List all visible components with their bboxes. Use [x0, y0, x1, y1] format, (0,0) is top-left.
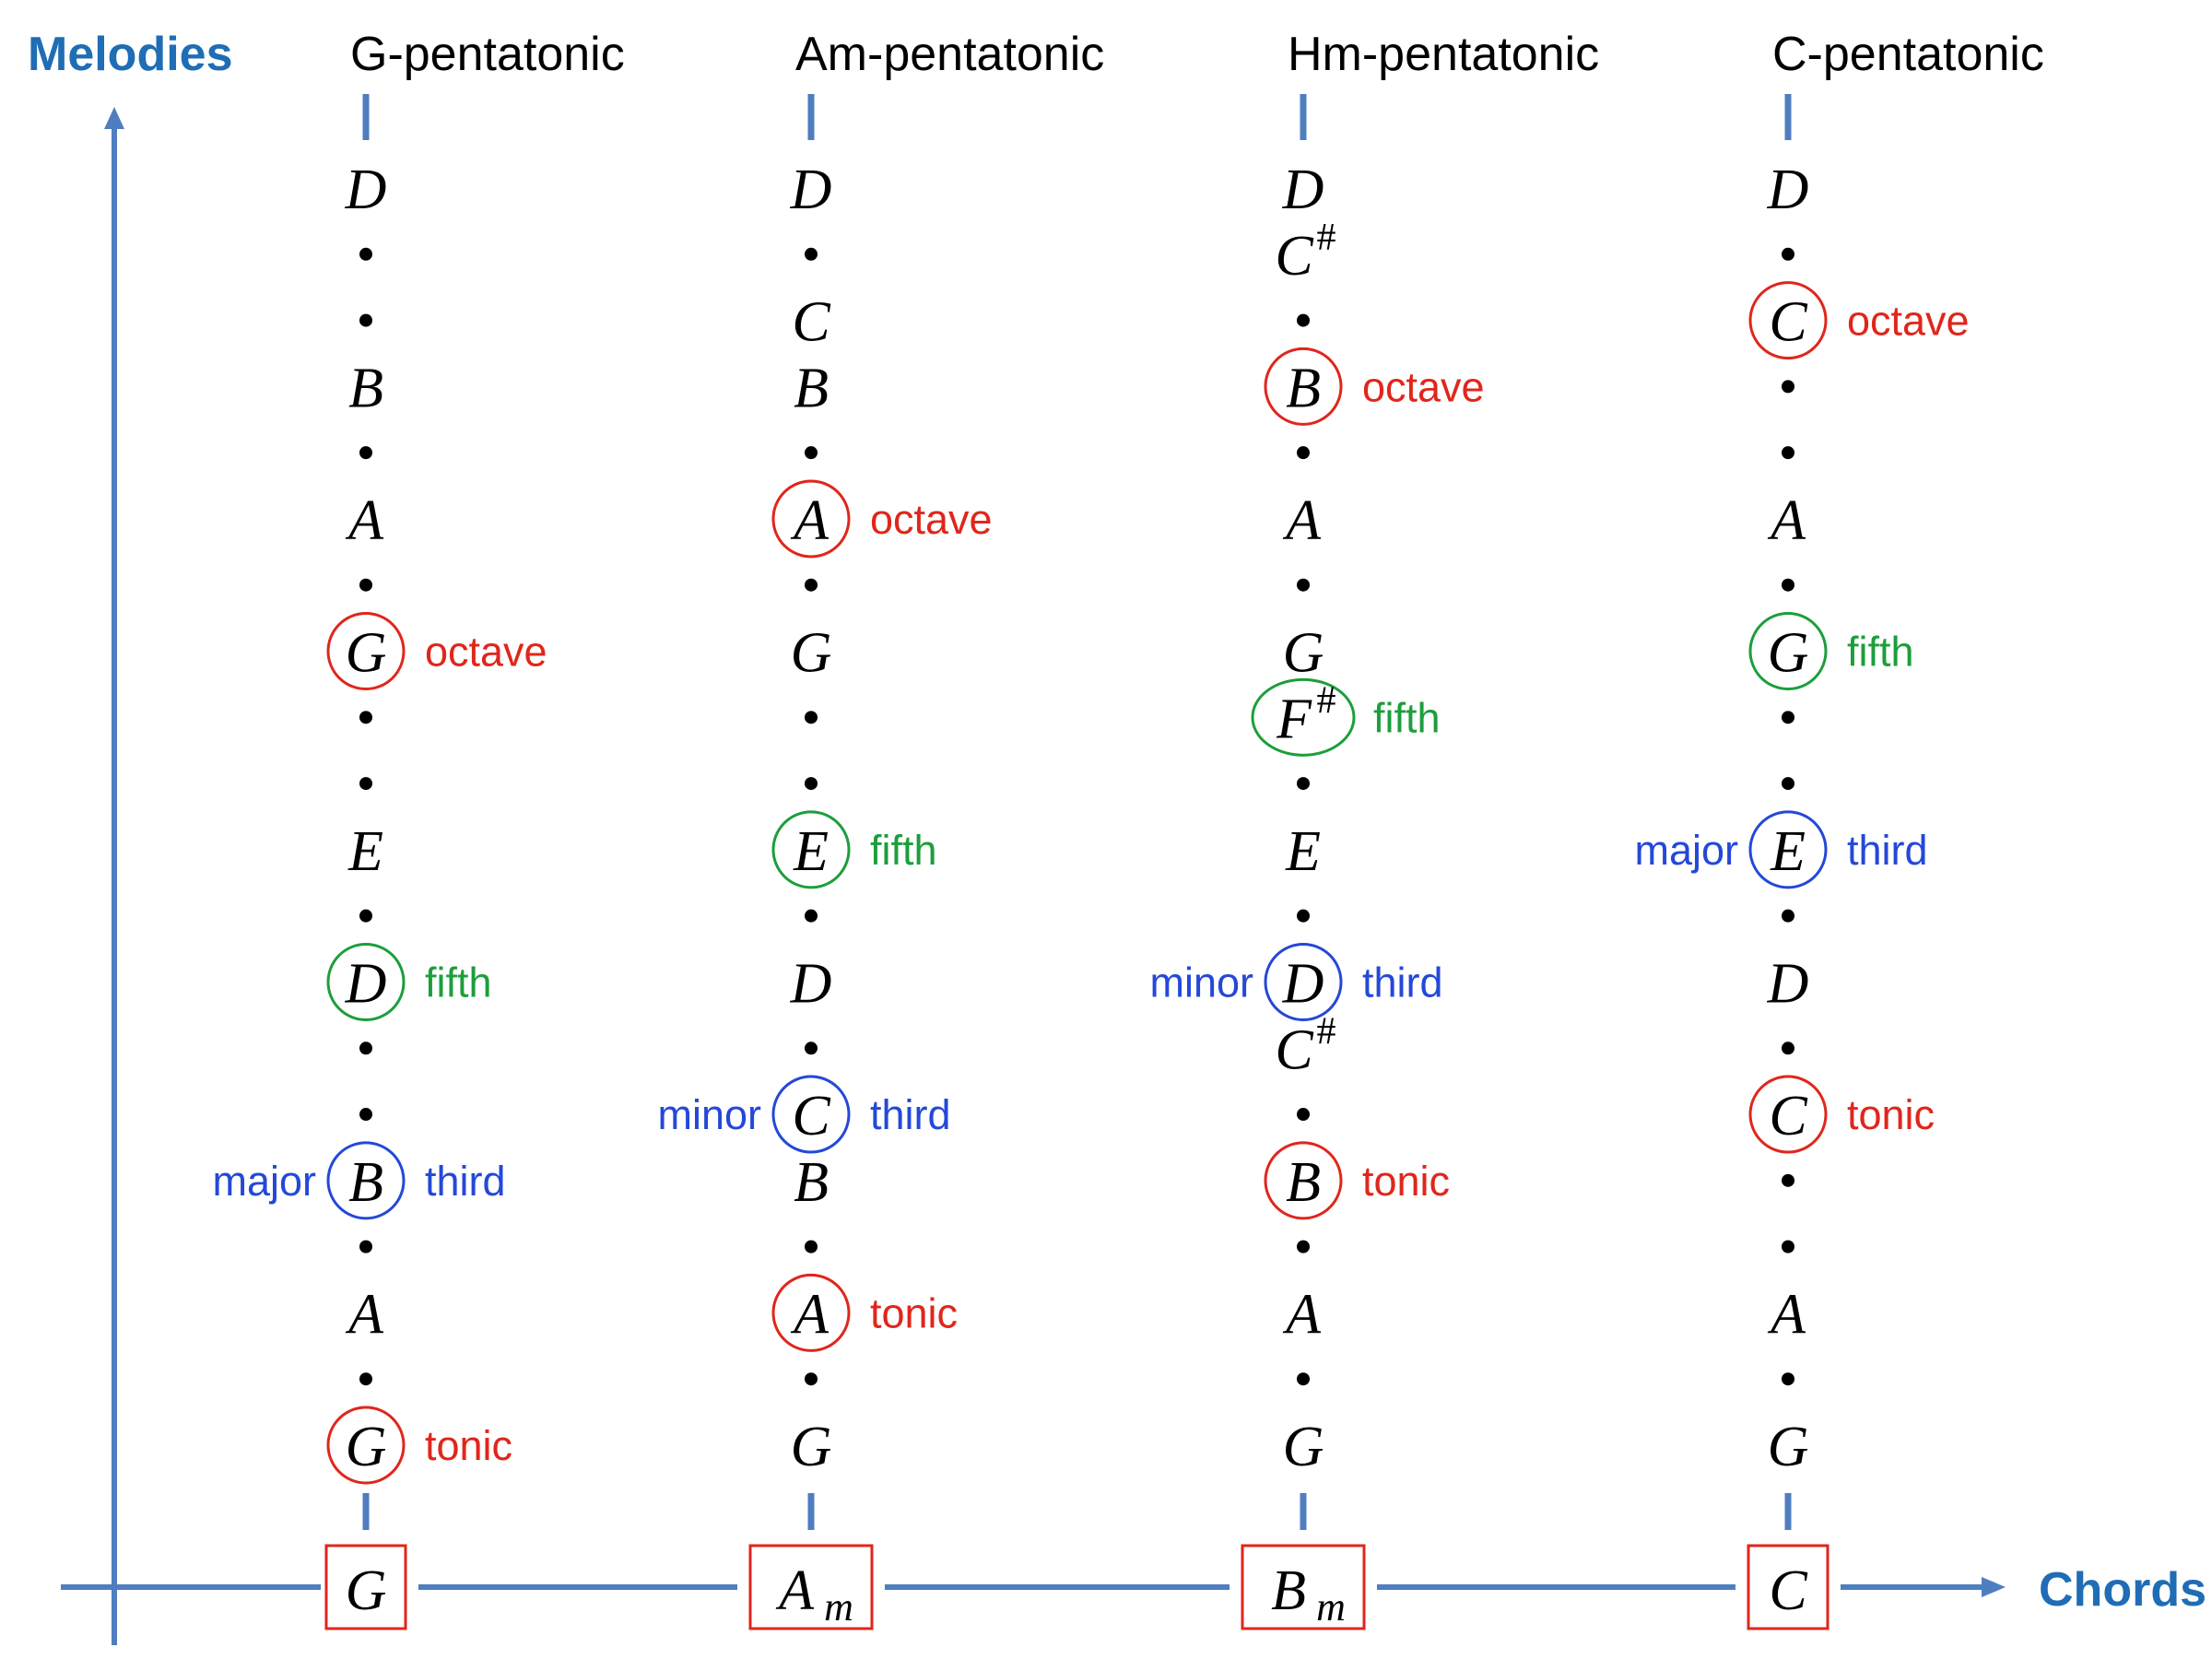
step-dot [359, 1241, 372, 1253]
step-dot [1782, 711, 1794, 724]
sharp-sign: # [1316, 216, 1336, 259]
scale-note [1767, 489, 1806, 552]
note-letter: D [1282, 952, 1324, 1016]
note-letter: B [348, 1150, 383, 1214]
scale-note [1275, 1010, 1335, 1081]
note-letter: A [348, 488, 383, 552]
scale-note [1767, 159, 1809, 221]
note-letter: G [1767, 1416, 1809, 1478]
note-letter: E [1771, 819, 1806, 883]
note-letter: C [1275, 224, 1313, 288]
interval-label: third [1362, 959, 1443, 1006]
scale-column [1149, 28, 1599, 1630]
interval-label: fifth [870, 826, 937, 874]
note-letter: D [345, 159, 387, 221]
note-letter: A [1286, 488, 1321, 552]
chord-letter: B [1271, 1559, 1306, 1622]
note-letter: A [794, 488, 829, 552]
scale-note [1285, 820, 1321, 883]
step-dot [805, 1041, 818, 1054]
note-letter: A [1286, 1283, 1321, 1347]
note-letter: E [348, 819, 383, 883]
step-dot [1297, 777, 1310, 790]
note-letter: G [345, 621, 387, 685]
step-dot [1782, 910, 1794, 923]
scale-note [794, 357, 829, 419]
step-dot [805, 711, 818, 724]
note-letter: C [792, 1085, 830, 1148]
interval-quality-label: minor [1149, 959, 1253, 1006]
step-dot [359, 777, 372, 790]
x-axis-arrowhead [1982, 1577, 2006, 1597]
sharp-sign: # [1316, 679, 1336, 723]
note-letter: C [1769, 290, 1807, 354]
interval-label: octave [1847, 297, 1970, 345]
step-dot [1782, 446, 1794, 459]
scale-note [345, 159, 387, 221]
scale-note [773, 812, 937, 888]
step-dot [1297, 1108, 1310, 1121]
scale-column [1634, 28, 2043, 1629]
note-letter: B [794, 357, 829, 420]
step-dot [805, 1372, 818, 1385]
scale-note [1750, 614, 1914, 689]
scale-title: Hm-pentatonic [1288, 28, 1600, 81]
step-dot [1297, 579, 1310, 592]
note-letter: B [1286, 1150, 1321, 1214]
interval-label: third [425, 1157, 506, 1205]
scale-note [1282, 159, 1324, 221]
scale-columns [212, 28, 2043, 1630]
scale-note [1149, 944, 1442, 1019]
step-dot [359, 711, 372, 724]
scale-title: Am-pentatonic [795, 28, 1105, 81]
note-letter: G [790, 621, 832, 685]
scale-note [1283, 622, 1324, 685]
step-dot [1782, 1174, 1794, 1187]
note-letter: A [1771, 488, 1806, 552]
scale-note [1283, 1416, 1324, 1478]
chord-box [750, 1546, 872, 1630]
note-letter: G [1282, 621, 1324, 685]
scale-note [790, 159, 832, 221]
step-dot [359, 910, 372, 923]
scale-note [1265, 348, 1485, 424]
scale-title: C-pentatonic [1772, 28, 2044, 81]
step-dot [359, 248, 372, 261]
scale-note [794, 1151, 829, 1214]
chord-box [326, 1546, 406, 1629]
scale-note [345, 489, 384, 552]
step-dot [1782, 1241, 1794, 1253]
step-dot [1297, 1241, 1310, 1253]
interval-label: third [1847, 826, 1928, 874]
scale-note [773, 1275, 958, 1350]
note-letter: C [1275, 1018, 1313, 1082]
chord-letter: C [1769, 1559, 1807, 1622]
step-dot [805, 910, 818, 923]
scale-note [1750, 283, 1970, 359]
step-dot [805, 777, 818, 790]
interval-quality-label: minor [657, 1091, 761, 1139]
note-letter: A [1771, 1283, 1806, 1347]
note-letter: A [348, 1283, 383, 1347]
sharp-sign: # [1316, 1010, 1336, 1053]
chord-box [1748, 1546, 1828, 1629]
chord-quality: m [824, 1584, 853, 1630]
step-dot [1297, 910, 1310, 923]
note-letter: C [1769, 1085, 1807, 1148]
step-dot [805, 248, 818, 261]
scale-column [657, 28, 1104, 1630]
step-dot [805, 579, 818, 592]
note-letter: D [1767, 159, 1809, 221]
step-dot [1782, 579, 1794, 592]
step-dot [359, 579, 372, 592]
scale-note [348, 357, 383, 419]
note-letter: D [1282, 159, 1324, 221]
scale-note [1282, 1283, 1322, 1346]
scale-note [1265, 1143, 1450, 1218]
step-dot [1782, 1372, 1794, 1385]
scale-note [328, 1407, 512, 1483]
interval-label: octave [425, 628, 547, 676]
interval-label: tonic [1362, 1157, 1451, 1205]
scale-note [328, 614, 547, 689]
step-dot [1297, 314, 1310, 327]
interval-quality-label: major [1634, 826, 1738, 874]
note-letter: G [1767, 621, 1809, 685]
step-dot [805, 1241, 818, 1253]
step-dot [805, 446, 818, 459]
note-letter: G [1282, 1416, 1324, 1478]
interval-label: tonic [1847, 1091, 1936, 1139]
note-letter: D [790, 159, 832, 221]
scale-note [347, 820, 383, 883]
scale-note [657, 1077, 950, 1152]
step-dot [359, 1372, 372, 1385]
interval-label: tonic [425, 1422, 513, 1469]
interval-label: octave [870, 495, 993, 543]
scale-note [1767, 1283, 1806, 1346]
step-dot [1782, 380, 1794, 393]
scale-title: G-pentatonic [350, 28, 625, 81]
scale-note [345, 1283, 384, 1346]
x-axis-label: Chords [2039, 1563, 2206, 1617]
chord-quality: m [1316, 1584, 1346, 1630]
interval-quality-label: major [212, 1157, 316, 1205]
scale-note [791, 1416, 832, 1478]
scale-note [790, 952, 832, 1015]
note-letter: G [790, 1416, 832, 1478]
interval-label: octave [1362, 363, 1485, 411]
scale-note [1767, 952, 1809, 1015]
step-dot [1782, 248, 1794, 261]
scale-note [1750, 1077, 1935, 1152]
scale-column [212, 28, 624, 1629]
scale-note [1282, 489, 1322, 552]
chord-letter: A [779, 1559, 814, 1622]
interval-label: third [870, 1091, 951, 1139]
scale-note [328, 944, 492, 1019]
scale-note [1253, 679, 1441, 755]
note-letter: C [792, 290, 830, 354]
note-letter: F [1277, 688, 1312, 751]
scale-note [1634, 812, 1927, 888]
step-dot [359, 1108, 372, 1121]
step-dot [359, 1041, 372, 1054]
note-letter: B [794, 1150, 829, 1214]
note-letter: D [790, 952, 832, 1016]
note-letter: G [345, 1416, 387, 1478]
note-letter: D [1767, 952, 1809, 1016]
scale-note [1275, 217, 1335, 288]
step-dot [1782, 777, 1794, 790]
interval-label: tonic [870, 1289, 959, 1337]
note-letter: A [794, 1283, 829, 1347]
scale-note [773, 481, 993, 557]
y-axis-label: Melodies [28, 28, 233, 81]
y-axis-arrowhead [104, 107, 124, 129]
step-dot [359, 446, 372, 459]
scale-note [791, 622, 832, 685]
interval-label: fifth [425, 959, 492, 1006]
step-dot [1297, 446, 1310, 459]
scale-note [1768, 1416, 1809, 1478]
scale-note [212, 1143, 505, 1218]
note-letter: E [794, 819, 829, 883]
note-letter: B [1286, 357, 1321, 420]
note-letter: B [348, 357, 383, 420]
interval-label: fifth [1847, 628, 1914, 676]
interval-label: fifth [1373, 694, 1441, 742]
step-dot [1782, 1041, 1794, 1054]
scale-note [792, 291, 830, 354]
note-letter: E [1286, 819, 1321, 883]
chord-box [1242, 1546, 1364, 1630]
step-dot [359, 314, 372, 327]
note-letter: D [345, 952, 387, 1016]
step-dot [1297, 1372, 1310, 1385]
chord-letter: G [345, 1559, 387, 1622]
